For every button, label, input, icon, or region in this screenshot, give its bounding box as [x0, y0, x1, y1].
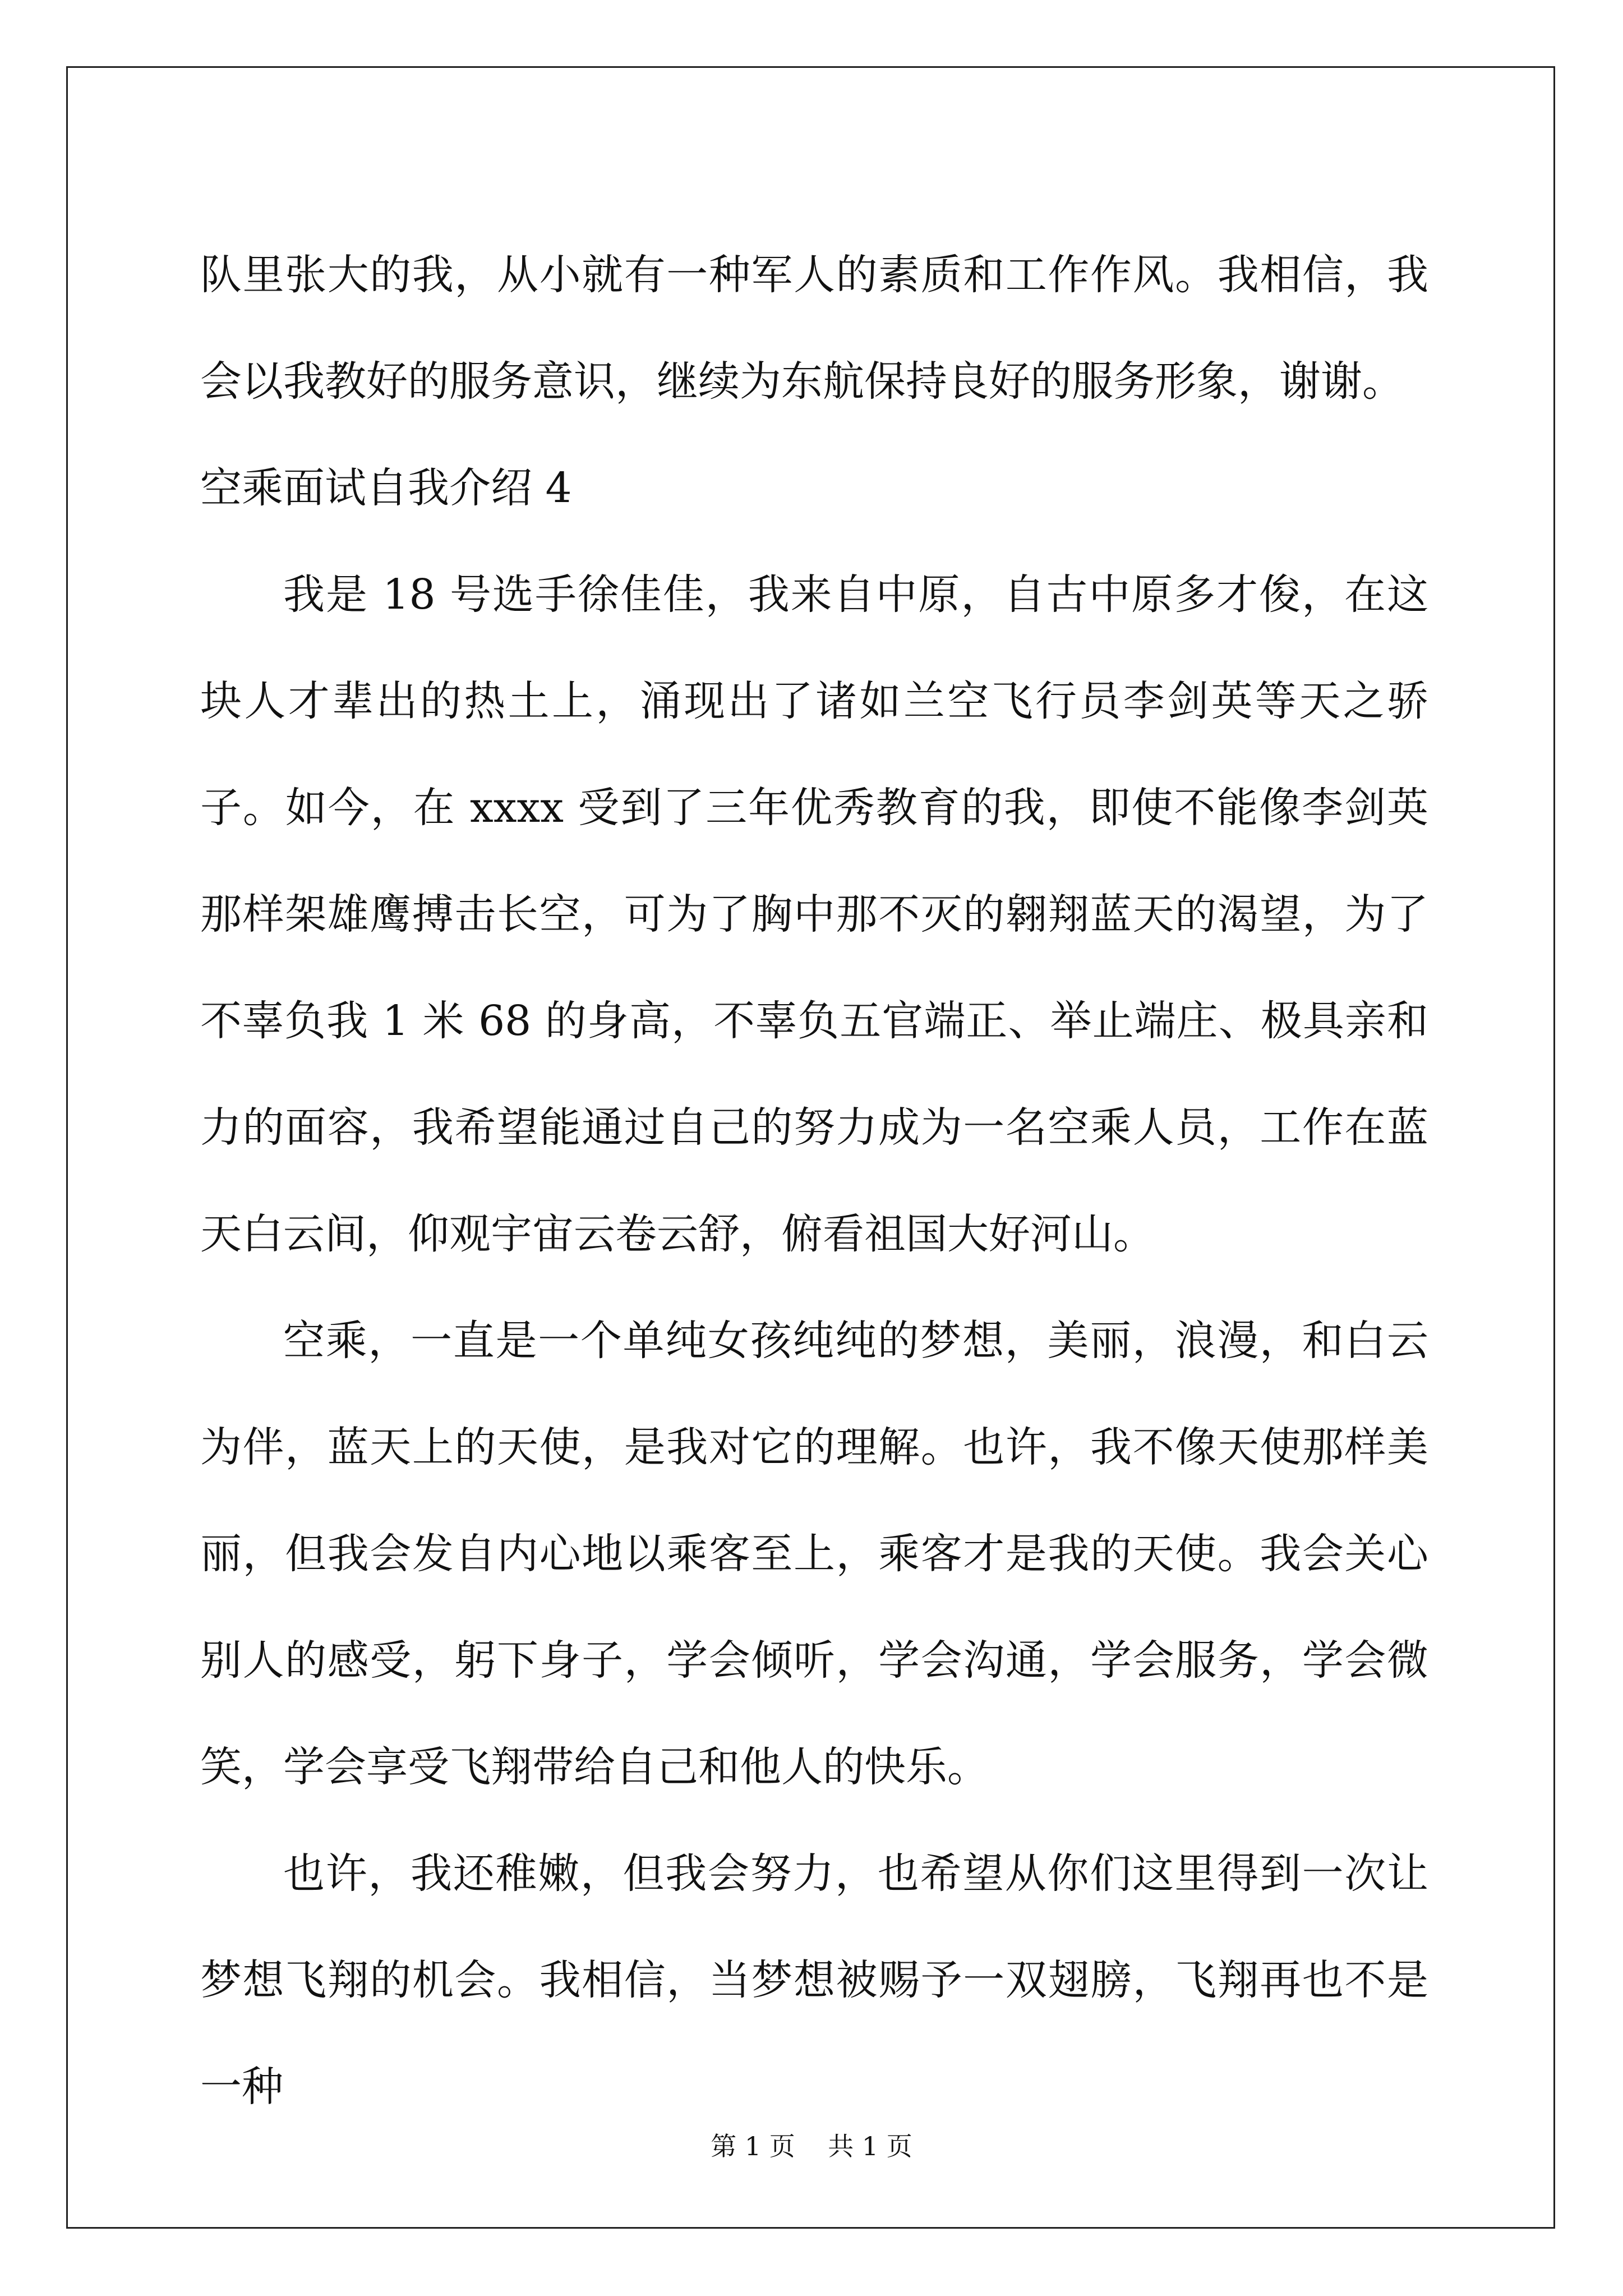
document-body [200, 222, 1428, 2140]
paragraph-3: 也许，我还稚嫩，但我会努力，也希望从你们这里得到一次让梦想飞翔的机会。我相信，当梦想被赐予一双翅膀，飞翔再也不是一种 [200, 1849, 1428, 2111]
page-number-footer: 第 1 页 共 1 页 [711, 2131, 912, 2161]
paragraph-1: 我是 18 号选手徐佳佳，我来自中原，自古中原多才俊，在这块人才辈出的热土上，涌现出了诸如兰空飞行员李剑英等天之骄子。如今，在 xxxx 受到了三年优秀教育的我，即使不能像李剑英那样架雄鹰搏击长空，可为了胸中那不灭的翱翔蓝天的渴望，为了不辜负我 1 米 68 的身高，不辜负五官端正、举止端庄、极具亲和力的面容，我希望能通过自己的努力成为一名空乘人员，工作在蓝天白云间，仰观宇宙云卷云舒，俯看祖国大好河山。 [200, 570, 1428, 1258]
paragraph-2: 空乘，一直是一个单纯女孩纯纯的梦想，美丽，浪漫，和白云为伴，蓝天上的天使，是我对它的理解。也许，我不像天使那样美丽，但我会发自内心地以乘客至上，乘客才是我的天使。我会关心别人的感受，躬下身子，学会倾听，学会沟通，学会服务，学会微笑，学会享受飞翔带给自己和他人的快乐。 [200, 1317, 1428, 1791]
paragraph-continued: 队里张大的我，从小就有一种军人的素质和工作作风。我相信，我会以我教好的服务意识，继续为东航保持良好的服务形象，谢谢。 [200, 251, 1428, 406]
section-title: 空乘面试自我介绍 4 [200, 464, 572, 512]
